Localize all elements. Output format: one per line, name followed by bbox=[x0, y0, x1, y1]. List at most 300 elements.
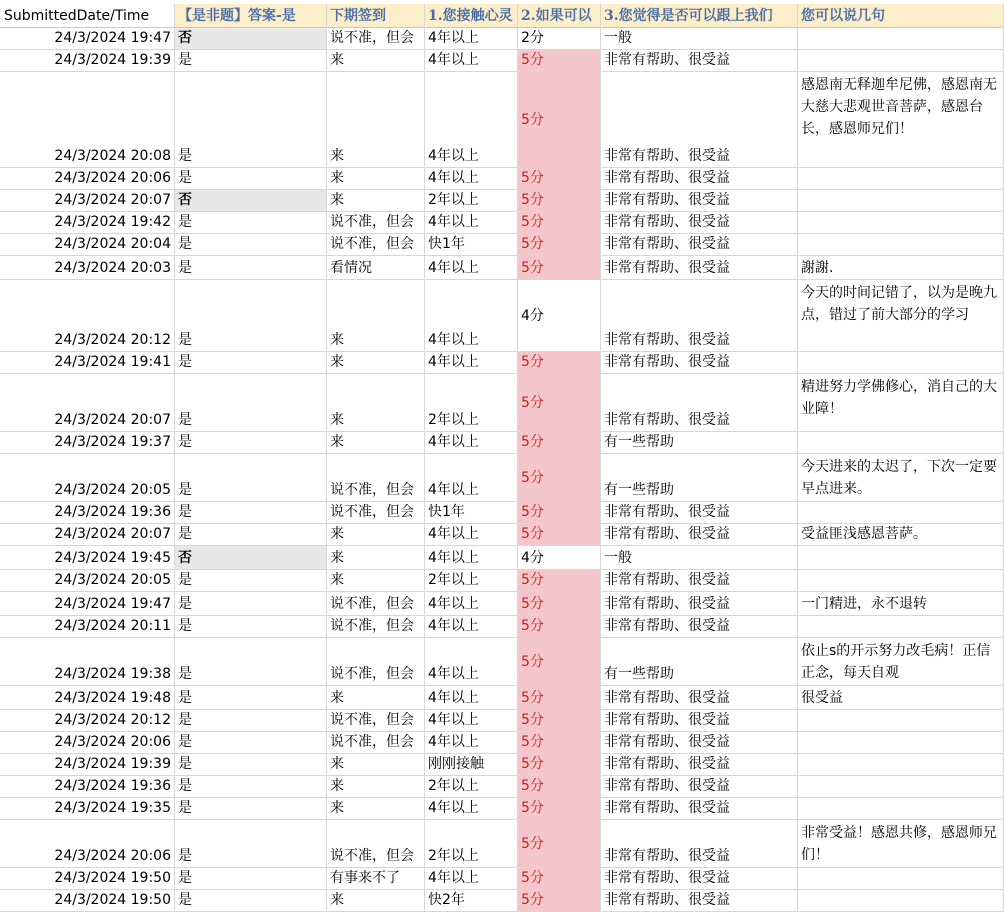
cell-date[interactable] bbox=[0, 686, 175, 710]
cell-help[interactable] bbox=[601, 502, 798, 524]
cell-date[interactable] bbox=[0, 280, 175, 352]
cell-text-score: 5分 bbox=[521, 111, 544, 128]
cell-sign[interactable] bbox=[327, 168, 425, 190]
cell-text-comment: 受益匪浅感恩菩萨。 bbox=[801, 526, 927, 542]
cell-years[interactable] bbox=[425, 168, 518, 190]
cell-help[interactable] bbox=[601, 432, 798, 454]
cell-a[interactable] bbox=[175, 868, 327, 890]
cell-comment[interactable] bbox=[798, 890, 1004, 912]
cell-text-years: 刚刚接触 bbox=[428, 756, 484, 772]
cell-a[interactable] bbox=[175, 820, 327, 868]
cell-text-help: 非常有帮助、很受益 bbox=[604, 412, 730, 428]
cell-sign[interactable] bbox=[327, 256, 425, 280]
cell-text-score: 2分 bbox=[521, 30, 544, 46]
cell-text-score: 5分 bbox=[521, 394, 544, 411]
cell-text-comment: 今天进来的太迟了，下次一定要早点进来。 bbox=[801, 459, 997, 497]
cell-years[interactable] bbox=[425, 502, 518, 524]
cell-sign[interactable] bbox=[327, 820, 425, 868]
cell-text-score: 5分 bbox=[521, 734, 544, 750]
cell-sign[interactable] bbox=[327, 732, 425, 754]
cell-a[interactable] bbox=[175, 212, 327, 234]
cell-years[interactable] bbox=[425, 546, 518, 570]
cell-text-sign: 来 bbox=[330, 412, 344, 428]
cell-comment[interactable] bbox=[798, 732, 1004, 754]
cell-text-score: 5分 bbox=[521, 504, 544, 520]
cell-text-sign: 说不准，但会 bbox=[330, 848, 414, 864]
cell-text-years: 4年以上 bbox=[428, 800, 479, 816]
cell-text-years: 快2年 bbox=[428, 892, 465, 908]
cell-sign[interactable] bbox=[327, 280, 425, 352]
cell-help[interactable] bbox=[601, 616, 798, 638]
cell-date[interactable] bbox=[0, 776, 175, 798]
cell-date[interactable] bbox=[0, 502, 175, 524]
cell-text-years: 4年以上 bbox=[428, 734, 479, 750]
cell-comment[interactable] bbox=[798, 776, 1004, 798]
cell-sign[interactable] bbox=[327, 374, 425, 432]
cell-date[interactable] bbox=[0, 234, 175, 256]
cell-help[interactable] bbox=[601, 570, 798, 592]
cell-score[interactable] bbox=[518, 502, 601, 524]
cell-score[interactable] bbox=[518, 868, 601, 890]
cell-years[interactable] bbox=[425, 190, 518, 212]
cell-date[interactable] bbox=[0, 72, 175, 168]
cell-years[interactable] bbox=[425, 592, 518, 616]
cell-text-sign: 说不准，但会 bbox=[330, 712, 414, 728]
cell-help[interactable] bbox=[601, 776, 798, 798]
cell-date[interactable] bbox=[0, 374, 175, 432]
cell-score[interactable] bbox=[518, 754, 601, 776]
cell-text-sign: 说不准，但会 bbox=[330, 236, 414, 252]
cell-text-date: 24/3/2024 20:06 bbox=[54, 848, 171, 864]
cell-text-score: 5分 bbox=[521, 214, 544, 230]
cell-help[interactable] bbox=[601, 868, 798, 890]
cell-text-date: 24/3/2024 20:05 bbox=[54, 482, 171, 498]
cell-score[interactable] bbox=[518, 570, 601, 592]
cell-comment[interactable] bbox=[798, 234, 1004, 256]
cell-text-a: 否 bbox=[178, 30, 192, 46]
cell-help[interactable] bbox=[601, 234, 798, 256]
cell-a[interactable] bbox=[175, 352, 327, 374]
cell-date[interactable] bbox=[0, 352, 175, 374]
cell-score[interactable] bbox=[518, 280, 601, 352]
cell-comment[interactable] bbox=[798, 190, 1004, 212]
cell-comment[interactable] bbox=[798, 256, 1004, 280]
cell-years[interactable] bbox=[425, 732, 518, 754]
cell-sign[interactable] bbox=[327, 190, 425, 212]
cell-score[interactable] bbox=[518, 732, 601, 754]
cell-score[interactable] bbox=[518, 616, 601, 638]
cell-a[interactable] bbox=[175, 798, 327, 820]
cell-years[interactable] bbox=[425, 524, 518, 546]
cell-text-years: 4年以上 bbox=[428, 148, 479, 164]
cell-date[interactable] bbox=[0, 256, 175, 280]
cell-comment[interactable] bbox=[798, 212, 1004, 234]
cell-text-years: 4年以上 bbox=[428, 870, 479, 886]
cell-years[interactable] bbox=[425, 454, 518, 502]
cell-text-sign: 来 bbox=[330, 550, 344, 566]
cell-text-sign: 来 bbox=[330, 332, 344, 348]
cell-help[interactable] bbox=[601, 820, 798, 868]
cell-score[interactable] bbox=[518, 28, 601, 50]
cell-text-date: 24/3/2024 20:04 bbox=[54, 236, 171, 252]
cell-help[interactable] bbox=[601, 890, 798, 912]
column-header-3[interactable]: 下期签到 bbox=[327, 4, 425, 28]
cell-years[interactable] bbox=[425, 432, 518, 454]
cell-text-date: 24/3/2024 19:37 bbox=[54, 434, 171, 450]
cell-date[interactable] bbox=[0, 546, 175, 570]
cell-sign[interactable] bbox=[327, 754, 425, 776]
cell-sign[interactable] bbox=[327, 432, 425, 454]
cell-text-comment: 謝謝. bbox=[801, 260, 834, 276]
cell-text-score: 5分 bbox=[521, 596, 544, 612]
cell-sign[interactable] bbox=[327, 234, 425, 256]
cell-help[interactable] bbox=[601, 212, 798, 234]
cell-text-date: 24/3/2024 19:50 bbox=[54, 870, 171, 886]
cell-comment[interactable] bbox=[798, 616, 1004, 638]
cell-help[interactable] bbox=[601, 798, 798, 820]
cell-text-a: 是 bbox=[178, 800, 192, 816]
column-header-7[interactable]: 您可以说几句 bbox=[798, 4, 1004, 28]
cell-text-help: 非常有帮助、很受益 bbox=[604, 800, 730, 816]
cell-date[interactable] bbox=[0, 868, 175, 890]
cell-help[interactable] bbox=[601, 524, 798, 546]
cell-text-years: 快1年 bbox=[428, 504, 465, 520]
cell-text-date: 24/3/2024 20:08 bbox=[54, 148, 171, 164]
cell-text-score: 5分 bbox=[521, 52, 544, 68]
cell-text-years: 4年以上 bbox=[428, 596, 479, 612]
cell-sign[interactable] bbox=[327, 616, 425, 638]
cell-text-a: 是 bbox=[178, 148, 192, 164]
cell-text-a: 是 bbox=[178, 504, 192, 520]
cell-years[interactable] bbox=[425, 280, 518, 352]
cell-sign[interactable] bbox=[327, 638, 425, 686]
cell-years[interactable] bbox=[425, 890, 518, 912]
cell-text-help: 非常有帮助、很受益 bbox=[604, 332, 730, 348]
cell-comment[interactable] bbox=[798, 432, 1004, 454]
cell-score[interactable] bbox=[518, 374, 601, 432]
column-header-2[interactable]: 【是非题】答案-是 bbox=[175, 4, 327, 28]
cell-text-years: 2年以上 bbox=[428, 192, 479, 208]
cell-text-a: 是 bbox=[178, 170, 192, 186]
cell-text-help: 非常有帮助、很受益 bbox=[604, 504, 730, 520]
cell-help[interactable] bbox=[601, 72, 798, 168]
cell-comment[interactable] bbox=[798, 50, 1004, 72]
cell-comment[interactable] bbox=[798, 280, 1004, 352]
cell-text-comment: 很受益 bbox=[801, 690, 843, 706]
cell-text-sign: 来 bbox=[330, 354, 344, 370]
cell-score[interactable] bbox=[518, 352, 601, 374]
cell-score[interactable] bbox=[518, 820, 601, 868]
cell-score[interactable] bbox=[518, 50, 601, 72]
cell-text-comment: 今天的时间记错了，以为是晚九点，错过了前大部分的学习 bbox=[801, 285, 997, 323]
cell-years[interactable] bbox=[425, 820, 518, 868]
cell-years[interactable] bbox=[425, 776, 518, 798]
cell-text-help: 非常有帮助、很受益 bbox=[604, 618, 730, 634]
cell-help[interactable] bbox=[601, 50, 798, 72]
cell-help[interactable] bbox=[601, 352, 798, 374]
cell-score[interactable] bbox=[518, 890, 601, 912]
cell-help[interactable] bbox=[601, 374, 798, 432]
cell-a[interactable] bbox=[175, 732, 327, 754]
cell-a[interactable] bbox=[175, 592, 327, 616]
cell-sign[interactable] bbox=[327, 710, 425, 732]
cell-text-date: 24/3/2024 19:35 bbox=[54, 800, 171, 816]
cell-years[interactable] bbox=[425, 50, 518, 72]
cell-score[interactable] bbox=[518, 432, 601, 454]
cell-sign[interactable] bbox=[327, 502, 425, 524]
cell-a[interactable] bbox=[175, 50, 327, 72]
cell-a[interactable] bbox=[175, 710, 327, 732]
cell-help[interactable] bbox=[601, 280, 798, 352]
cell-years[interactable] bbox=[425, 686, 518, 710]
cell-sign[interactable] bbox=[327, 686, 425, 710]
cell-text-comment: 非常受益！感恩共修，感恩师兄们！ bbox=[801, 825, 997, 863]
cell-comment[interactable] bbox=[798, 570, 1004, 592]
cell-text-help: 有一些帮助 bbox=[604, 482, 674, 498]
cell-years[interactable] bbox=[425, 616, 518, 638]
cell-years[interactable] bbox=[425, 72, 518, 168]
cell-help[interactable] bbox=[601, 454, 798, 502]
cell-score[interactable] bbox=[518, 256, 601, 280]
cell-text-score: 5分 bbox=[521, 712, 544, 728]
cell-comment[interactable] bbox=[798, 686, 1004, 710]
cell-date[interactable] bbox=[0, 638, 175, 686]
cell-text-years: 4年以上 bbox=[428, 434, 479, 450]
cell-date[interactable] bbox=[0, 168, 175, 190]
cell-text-date: 24/3/2024 20:06 bbox=[54, 734, 171, 750]
cell-text-years: 4年以上 bbox=[428, 690, 479, 706]
cell-sign[interactable] bbox=[327, 352, 425, 374]
cell-comment[interactable] bbox=[798, 524, 1004, 546]
cell-a[interactable] bbox=[175, 546, 327, 570]
cell-a[interactable] bbox=[175, 190, 327, 212]
column-header-4[interactable]: 1.您接触心灵 bbox=[425, 4, 518, 28]
column-header-1[interactable]: SubmittedDate/Time bbox=[0, 4, 175, 28]
cell-sign[interactable] bbox=[327, 524, 425, 546]
cell-a[interactable] bbox=[175, 168, 327, 190]
cell-help[interactable] bbox=[601, 592, 798, 616]
cell-date[interactable] bbox=[0, 454, 175, 502]
cell-date[interactable] bbox=[0, 754, 175, 776]
cell-text-help: 非常有帮助、很受益 bbox=[604, 870, 730, 886]
cell-a[interactable] bbox=[175, 256, 327, 280]
cell-text-sign: 来 bbox=[330, 52, 344, 68]
cell-sign[interactable] bbox=[327, 28, 425, 50]
cell-text-years: 4年以上 bbox=[428, 332, 479, 348]
cell-help[interactable] bbox=[601, 732, 798, 754]
cell-score[interactable] bbox=[518, 454, 601, 502]
cell-score[interactable] bbox=[518, 234, 601, 256]
cell-a[interactable] bbox=[175, 570, 327, 592]
cell-a[interactable] bbox=[175, 524, 327, 546]
cell-a[interactable] bbox=[175, 616, 327, 638]
cell-sign[interactable] bbox=[327, 212, 425, 234]
cell-years[interactable] bbox=[425, 710, 518, 732]
cell-text-help: 非常有帮助、很受益 bbox=[604, 192, 730, 208]
cell-comment[interactable] bbox=[798, 352, 1004, 374]
cell-a[interactable] bbox=[175, 454, 327, 502]
cell-text-a: 是 bbox=[178, 236, 192, 252]
cell-sign[interactable] bbox=[327, 50, 425, 72]
cell-help[interactable] bbox=[601, 754, 798, 776]
cell-help[interactable] bbox=[601, 638, 798, 686]
cell-comment[interactable] bbox=[798, 454, 1004, 502]
cell-years[interactable] bbox=[425, 28, 518, 50]
cell-date[interactable] bbox=[0, 820, 175, 868]
cell-comment[interactable] bbox=[798, 868, 1004, 890]
cell-date[interactable] bbox=[0, 570, 175, 592]
cell-score[interactable] bbox=[518, 686, 601, 710]
cell-score[interactable] bbox=[518, 190, 601, 212]
cell-text-help: 非常有帮助、很受益 bbox=[604, 526, 730, 542]
cell-help[interactable] bbox=[601, 686, 798, 710]
cell-text-date: 24/3/2024 19:47 bbox=[54, 30, 171, 46]
cell-score[interactable] bbox=[518, 592, 601, 616]
cell-comment[interactable] bbox=[798, 592, 1004, 616]
cell-score[interactable] bbox=[518, 168, 601, 190]
cell-text-help: 非常有帮助、很受益 bbox=[604, 892, 730, 908]
cell-a[interactable] bbox=[175, 432, 327, 454]
cell-help[interactable] bbox=[601, 710, 798, 732]
cell-years[interactable] bbox=[425, 212, 518, 234]
cell-sign[interactable] bbox=[327, 592, 425, 616]
cell-text-date: 24/3/2024 19:45 bbox=[54, 550, 171, 566]
cell-text-score: 5分 bbox=[521, 572, 544, 588]
cell-comment[interactable] bbox=[798, 798, 1004, 820]
cell-comment[interactable] bbox=[798, 374, 1004, 432]
cell-sign[interactable] bbox=[327, 776, 425, 798]
cell-help[interactable] bbox=[601, 190, 798, 212]
cell-comment[interactable] bbox=[798, 28, 1004, 50]
cell-a[interactable] bbox=[175, 776, 327, 798]
cell-text-sign: 来 bbox=[330, 690, 344, 706]
cell-date[interactable] bbox=[0, 432, 175, 454]
cell-a[interactable] bbox=[175, 890, 327, 912]
cell-sign[interactable] bbox=[327, 798, 425, 820]
cell-text-years: 4年以上 bbox=[428, 666, 479, 682]
cell-sign[interactable] bbox=[327, 454, 425, 502]
cell-years[interactable] bbox=[425, 256, 518, 280]
cell-date[interactable] bbox=[0, 190, 175, 212]
cell-date[interactable] bbox=[0, 28, 175, 50]
cell-text-sign: 说不准，但会 bbox=[330, 618, 414, 634]
cell-sign[interactable] bbox=[327, 570, 425, 592]
cell-date[interactable] bbox=[0, 212, 175, 234]
cell-text-help: 非常有帮助、很受益 bbox=[604, 572, 730, 588]
cell-a[interactable] bbox=[175, 502, 327, 524]
cell-comment[interactable] bbox=[798, 72, 1004, 168]
cell-date[interactable] bbox=[0, 616, 175, 638]
cell-comment[interactable] bbox=[798, 820, 1004, 868]
cell-years[interactable] bbox=[425, 234, 518, 256]
cell-sign[interactable] bbox=[327, 868, 425, 890]
cell-sign[interactable] bbox=[327, 546, 425, 570]
cell-comment[interactable] bbox=[798, 168, 1004, 190]
cell-comment[interactable] bbox=[798, 754, 1004, 776]
cell-text-score: 5分 bbox=[521, 778, 544, 794]
cell-a[interactable] bbox=[175, 374, 327, 432]
cell-text-score: 5分 bbox=[521, 469, 544, 486]
cell-a[interactable] bbox=[175, 72, 327, 168]
cell-a[interactable] bbox=[175, 686, 327, 710]
cell-a[interactable] bbox=[175, 28, 327, 50]
cell-text-date: 24/3/2024 20:12 bbox=[54, 712, 171, 728]
cell-date[interactable] bbox=[0, 710, 175, 732]
column-header-5[interactable]: 2.如果可以 bbox=[518, 4, 601, 28]
cell-text-score: 5分 bbox=[521, 835, 544, 852]
cell-years[interactable] bbox=[425, 352, 518, 374]
cell-text-years: 4年以上 bbox=[428, 712, 479, 728]
cell-help[interactable] bbox=[601, 256, 798, 280]
cell-text-help: 非常有帮助、很受益 bbox=[604, 260, 730, 276]
cell-a[interactable] bbox=[175, 280, 327, 352]
cell-text-date: 24/3/2024 19:41 bbox=[54, 354, 171, 370]
cell-a[interactable] bbox=[175, 638, 327, 686]
cell-years[interactable] bbox=[425, 570, 518, 592]
cell-text-date: 24/3/2024 19:50 bbox=[54, 892, 171, 908]
cell-text-a: 是 bbox=[178, 618, 192, 634]
cell-text-help: 非常有帮助、很受益 bbox=[604, 52, 730, 68]
cell-date[interactable] bbox=[0, 50, 175, 72]
cell-text-help: 非常有帮助、很受益 bbox=[604, 848, 730, 864]
cell-text-score: 5分 bbox=[521, 618, 544, 634]
cell-score[interactable] bbox=[518, 776, 601, 798]
cell-date[interactable] bbox=[0, 592, 175, 616]
cell-sign[interactable] bbox=[327, 890, 425, 912]
cell-text-help: 非常有帮助、很受益 bbox=[604, 214, 730, 230]
cell-text-comment: 一门精进，永不退转 bbox=[801, 596, 927, 612]
cell-comment[interactable] bbox=[798, 502, 1004, 524]
cell-sign[interactable] bbox=[327, 72, 425, 168]
cell-help[interactable] bbox=[601, 28, 798, 50]
cell-text-help: 非常有帮助、很受益 bbox=[604, 690, 730, 706]
cell-text-date: 24/3/2024 20:11 bbox=[54, 618, 171, 634]
cell-score[interactable] bbox=[518, 710, 601, 732]
cell-text-date: 24/3/2024 20:03 bbox=[54, 260, 171, 276]
cell-text-date: 24/3/2024 19:48 bbox=[54, 690, 171, 706]
cell-text-years: 4年以上 bbox=[428, 618, 479, 634]
cell-date[interactable] bbox=[0, 798, 175, 820]
cell-a[interactable] bbox=[175, 754, 327, 776]
cell-text-years: 快1年 bbox=[428, 236, 465, 252]
cell-years[interactable] bbox=[425, 374, 518, 432]
cell-score[interactable] bbox=[518, 638, 601, 686]
cell-score[interactable] bbox=[518, 72, 601, 168]
cell-help[interactable] bbox=[601, 168, 798, 190]
cell-years[interactable] bbox=[425, 868, 518, 890]
cell-years[interactable] bbox=[425, 638, 518, 686]
cell-score[interactable] bbox=[518, 798, 601, 820]
cell-years[interactable] bbox=[425, 754, 518, 776]
cell-comment[interactable] bbox=[798, 546, 1004, 570]
cell-score[interactable] bbox=[518, 524, 601, 546]
cell-comment[interactable] bbox=[798, 710, 1004, 732]
cell-help[interactable] bbox=[601, 546, 798, 570]
cell-date[interactable] bbox=[0, 732, 175, 754]
cell-score[interactable] bbox=[518, 546, 601, 570]
cell-score[interactable] bbox=[518, 212, 601, 234]
column-header-6[interactable]: 3.您觉得是否可以跟上我们 bbox=[601, 4, 798, 28]
cell-date[interactable] bbox=[0, 890, 175, 912]
cell-years[interactable] bbox=[425, 798, 518, 820]
cell-date[interactable] bbox=[0, 524, 175, 546]
cell-text-years: 2年以上 bbox=[428, 778, 479, 794]
cell-text-a: 是 bbox=[178, 848, 192, 864]
cell-text-help: 非常有帮助、很受益 bbox=[604, 354, 730, 370]
cell-a[interactable] bbox=[175, 234, 327, 256]
cell-comment[interactable] bbox=[798, 638, 1004, 686]
cell-text-years: 4年以上 bbox=[428, 214, 479, 230]
